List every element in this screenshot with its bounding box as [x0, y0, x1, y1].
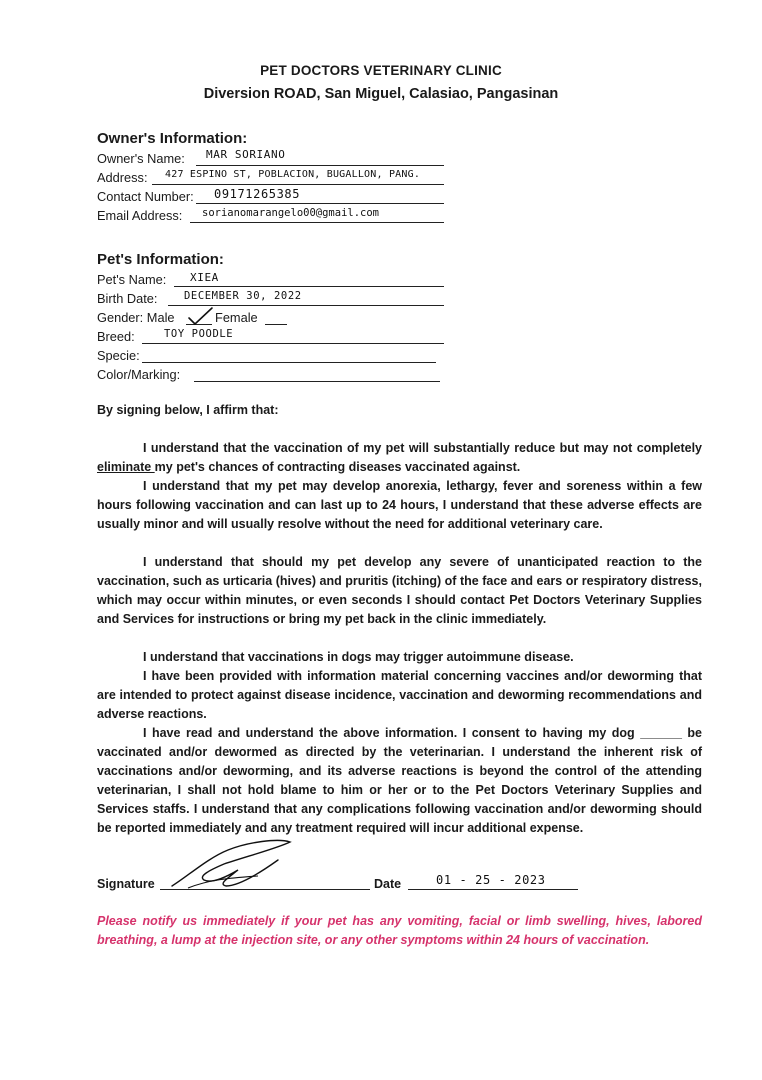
birth-date-value[interactable]: DECEMBER 30, 2022: [184, 290, 302, 302]
paragraph-vaccination-reduce: I understand that the vaccination of my pet will substantially reduce but may not completely eliminate my pet's chances of contracting diseases vaccinated against.: [97, 441, 702, 474]
breed-label: Breed:: [97, 329, 135, 344]
owner-name-line: [196, 165, 444, 166]
birth-date-label: Birth Date:: [97, 291, 158, 306]
contact-label: Contact Number:: [97, 189, 194, 204]
email-value[interactable]: sorianomarangelo00@gmail.com: [202, 207, 380, 219]
post-vaccination-notice: Please notify us immediately if your pet has any vomiting, facial or limb swelling, hives, labored breathing, a lump at the injection site, or any other symptoms within 24 hours of vaccination.: [97, 914, 702, 947]
pet-section-title: Pet's Information:: [97, 251, 224, 268]
address-label: Address:: [97, 170, 148, 185]
contact-value[interactable]: 09171265385: [214, 187, 301, 201]
date-label: Date: [374, 877, 402, 891]
gender-female-label: Female: [215, 310, 258, 325]
pet-name-label: Pet's Name:: [97, 272, 167, 287]
date-value[interactable]: 01 - 25 - 2023: [436, 873, 546, 887]
owner-name-label: Owner's Name:: [97, 151, 185, 166]
owner-name-value[interactable]: MAR SORIANO: [206, 148, 286, 161]
address-line: [152, 184, 444, 185]
paragraph-information-material: I have been provided with information material concerning vaccines and/or deworming that are intended to protect against disease incidence, vaccination and deworming recommendations and adverse reactions.: [97, 669, 702, 721]
email-line: [190, 222, 444, 223]
male-checkmark-icon: [186, 306, 216, 326]
email-label: Email Address:: [97, 208, 183, 223]
color-marking-label: Color/Marking:: [97, 367, 181, 382]
signature-label: Signature: [97, 877, 155, 891]
color-marking-line[interactable]: [194, 381, 440, 382]
pet-name-value[interactable]: XIEA: [190, 271, 219, 284]
breed-value[interactable]: TOY POODLE: [164, 328, 234, 340]
owner-section-title: Owner's Information:: [97, 130, 248, 147]
gender-female-line[interactable]: [265, 324, 287, 325]
pet-name-line: [174, 286, 444, 287]
gender-male-label: Gender: Male: [97, 310, 175, 325]
affirm-heading: By signing below, I affirm that:: [97, 403, 279, 417]
date-line: [408, 889, 578, 890]
clinic-address: Diversion ROAD, San Miguel, Calasiao, Pangasinan: [203, 86, 559, 102]
paragraph-autoimmune: I understand that vaccinations in dogs may trigger autoimmune disease.: [143, 650, 574, 664]
clinic-name: PET DOCTORS VETERINARY CLINIC: [260, 63, 502, 78]
contact-line: [196, 203, 444, 204]
paragraph-severe-reaction: I understand that should my pet develop any severe of unanticipated reaction to the vaccination, such as urticaria (hives) and pruritis (itching) of the face and ears or respiratory distress, which may occur within minutes, or even seconds I should contact Pet Doctors Veterinary Supplies and Services for instructions or bring my pet back in the clinic immediately.: [97, 555, 702, 626]
signature-scribble: [168, 836, 298, 892]
specie-line[interactable]: [142, 362, 436, 363]
address-value[interactable]: 427 ESPINO ST, POBLACION, BUGALLON, PANG.: [165, 169, 421, 180]
breed-line: [142, 343, 444, 344]
specie-label: Specie:: [97, 348, 140, 363]
paragraph-adverse-effects: I understand that my pet may develop anorexia, lethargy, fever and soreness within a few hours following vaccination and can last up to 24 hours, I understand that these adverse effects are usually minor and will usually resolve without the need for additional veterinary care.: [97, 479, 702, 531]
eliminate-underlined: eliminate: [97, 460, 155, 474]
paragraph-consent: I have read and understand the above information. I consent to having my dog ______ be vaccinated and/or dewormed as directed by the veterinarian. I understand the inherent risk of vaccinations and/or deworming, and its adverse reactions is beyond the control of the attending veterinarian, I shall not hold blame to him or her or to the Pet Doctors Veterinary Supplies and Services staffs. I understand that any complications following vaccination and/or deworming should be reported immediately and any treatment required will incur additional expense.: [97, 726, 702, 835]
